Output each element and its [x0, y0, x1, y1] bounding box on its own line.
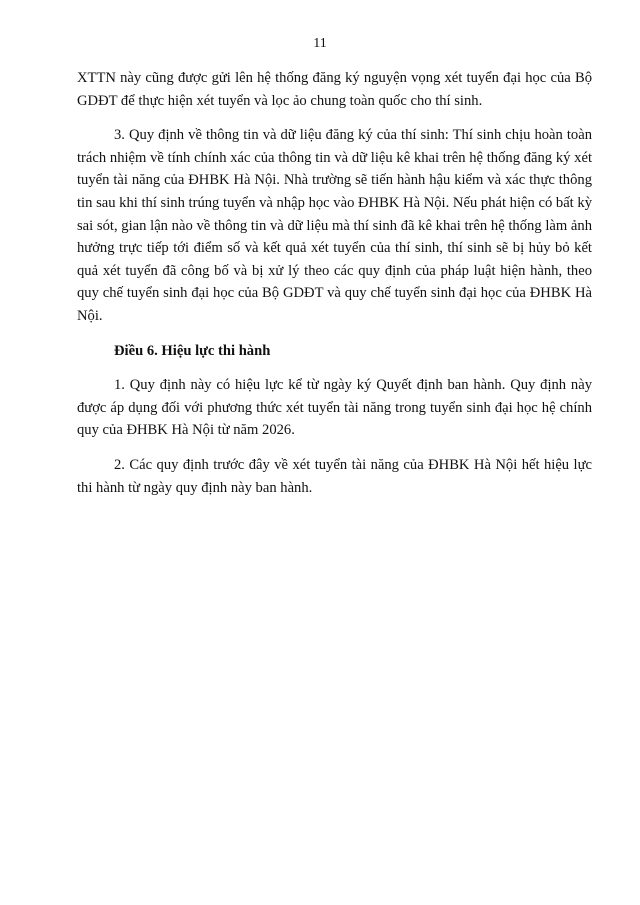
paragraph-item-2: 2. Các quy định trước đây về xét tuyển tài năng của ĐHBK Hà Nội hết hiệu lực thi hành từ ngày quy định này ban hành. — [77, 456, 592, 496]
article-heading: Điều 6. Hiệu lực thi hành — [114, 342, 271, 359]
page-number: 11 — [313, 36, 327, 51]
document-body — [77, 67, 592, 511]
paragraph-continuation: XTTN này cũng được gửi lên hệ thống đăng ký nguyện vọng xét tuyển đại học của Bộ GDĐT để thực hiện xét tuyển và lọc ảo chung toàn quốc cho thí sinh. — [77, 70, 592, 109]
paragraph-item-1: 1. Quy định này có hiệu lực kể từ ngày ký Quyết định ban hành. Quy định này được áp dụng đối với phương thức xét tuyển tài năng trong tuyển sinh đại học hệ chính quy của ĐHBK Hà Nội từ năm 2026. — [77, 377, 592, 439]
paragraph-item-3: 3. Quy định về thông tin và dữ liệu đăng ký của thí sinh: Thí sinh chịu hoàn toàn trách nhiệm về tính chính xác của thông tin và dữ liệu kê khai trên hệ thống đăng ký xét tuyển tài năng của ĐHBK Hà Nội. Nhà trường sẽ tiến hành hậu kiểm và xác thực thông tin sau khi thí sinh trúng tuyển và nhập học vào ĐHBK Hà Nội. Nếu phát hiện có bất kỳ sai sót, gian lận nào về thông tin và dữ liệu mà thí sinh đã kê khai trên hệ thống làm ảnh hưởng trực tiếp tới điểm số và kết quả xét tuyển của thí sinh, thí sinh sẽ bị hủy bỏ kết quả xét tuyển đã công bố và bị xử lý theo các quy định của pháp luật hiện hành, theo quy chế tuyển sinh đại học của Bộ GDĐT và quy chế tuyển sinh đại học của ĐHBK Hà Nội. — [77, 127, 592, 324]
